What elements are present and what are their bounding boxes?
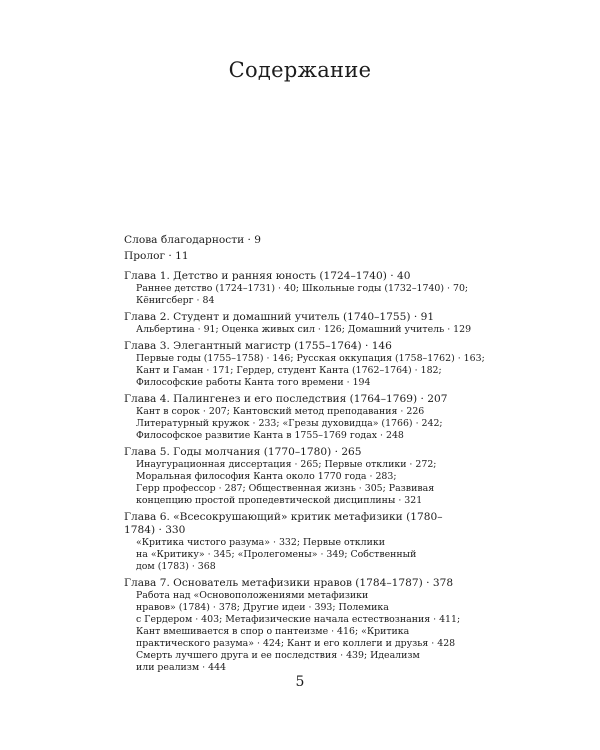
section-line: Первые годы (1755–1758) · 146; Русская оккупация (1758–1762) · 163; — [136, 353, 485, 364]
section-line: на «Критику» · 345; «Пролегомены» · 349; Собственный — [136, 549, 417, 560]
chapter-7-title[interactable]: Глава 7. Основатель метафизики нравов (1784–1787) · 378 — [124, 577, 454, 589]
section-line: «Критика чистого разума» · 332; Первые отклики — [136, 537, 385, 548]
section-line: Кант и Гаман · 171; Гердер, студент Канта (1762–1764) · 182; — [136, 365, 442, 376]
section-line: Смерть лучшего друга и ее последствия · 439; Идеализм — [136, 650, 420, 661]
section-line: Кант в сорок · 207; Кантовский метод преподавания · 226 — [136, 406, 425, 417]
toc-chapter-1 — [124, 270, 469, 307]
chapter-2-sections — [124, 324, 472, 336]
section-line: Философское развитие Канта в 1755–1769 годах · 248 — [136, 430, 404, 441]
toc-chapter-3 — [124, 340, 485, 389]
section-line: Кант вмешивается в спор о пантеизме · 416; «Критика — [136, 626, 410, 637]
chapter-5-sections — [124, 459, 469, 507]
section-line: или реализм · 444 — [136, 662, 227, 673]
chapter-2-title[interactable]: Глава 2. Студент и домашний учитель (1740–1755) · 91 — [124, 311, 435, 323]
section-line: практического разума» · 424; Кант и его коллеги и друзья · 428 — [136, 638, 456, 649]
toc-chapter-6 — [124, 511, 469, 573]
chapter-1-title[interactable]: Глава 1. Детство и ранняя юность (1724–1740) · 40 — [124, 270, 411, 282]
section-line: Раннее детство (1724–1731) · 40; Школьные годы (1732–1740) · 70; — [136, 283, 469, 294]
chapter-1-sections — [124, 283, 469, 307]
chapter-6-title[interactable]: Глава 6. «Всесокрушающий» критик метафизики (1780–1784) · 330 — [124, 511, 443, 536]
section-line: концепцию простой пропедевтической дисциплины · 321 — [136, 495, 423, 506]
section-line: с Гердером · 403; Метафизические начала естествознания · 411; — [136, 614, 461, 625]
toc-entry-prologue[interactable]: Пролог · 11 — [124, 250, 189, 262]
toc-chapter-7 — [124, 577, 469, 674]
toc-chapter-4 — [124, 393, 469, 442]
section-line: Работа над «Основоположениями метафизики — [136, 590, 369, 601]
chapter-4-title[interactable]: Глава 4. Палингенез и его последствия (1764–1769) · 207 — [124, 393, 448, 405]
chapter-3-sections — [124, 353, 485, 389]
section-line: Герр профессор · 287; Общественная жизнь · 305; Развивая — [136, 483, 435, 494]
section-line: Кёнигсберг · 84 — [136, 295, 215, 306]
toc-chapter-2 — [124, 311, 472, 336]
section-line: дом (1783) · 368 — [136, 561, 216, 572]
table-of-contents — [124, 234, 485, 678]
page-number: 5 — [295, 674, 305, 690]
chapter-4-sections — [124, 406, 469, 442]
section-line: Моральная философия Канта около 1770 года · 283; — [136, 471, 397, 482]
section-line: Литературный кружок · 233; «Грезы духовидца» (1766) · 242; — [136, 418, 443, 429]
chapter-7-sections — [124, 590, 469, 674]
section-line: Философские работы Канта того времени · 194 — [136, 377, 371, 388]
chapter-3-title[interactable]: Глава 3. Элегантный магистр (1755–1764) · 146 — [124, 340, 392, 352]
section-line: нравов» (1784) · 378; Другие идеи · 393; Полемика — [136, 602, 389, 613]
section-line: Инаугурационная диссертация · 265; Первые отклики · 272; — [136, 459, 437, 470]
page-title: Содержание — [228, 58, 372, 82]
toc-entry-acknowledgements[interactable]: Слова благодарности · 9 — [124, 234, 261, 246]
chapter-6-sections — [124, 537, 469, 573]
section-line: Альбертина · 91; Оценка живых сил · 126; Домашний учитель · 129 — [136, 324, 472, 335]
toc-chapter-5 — [124, 446, 469, 507]
chapter-5-title[interactable]: Глава 5. Годы молчания (1770–1780) · 265 — [124, 446, 362, 458]
